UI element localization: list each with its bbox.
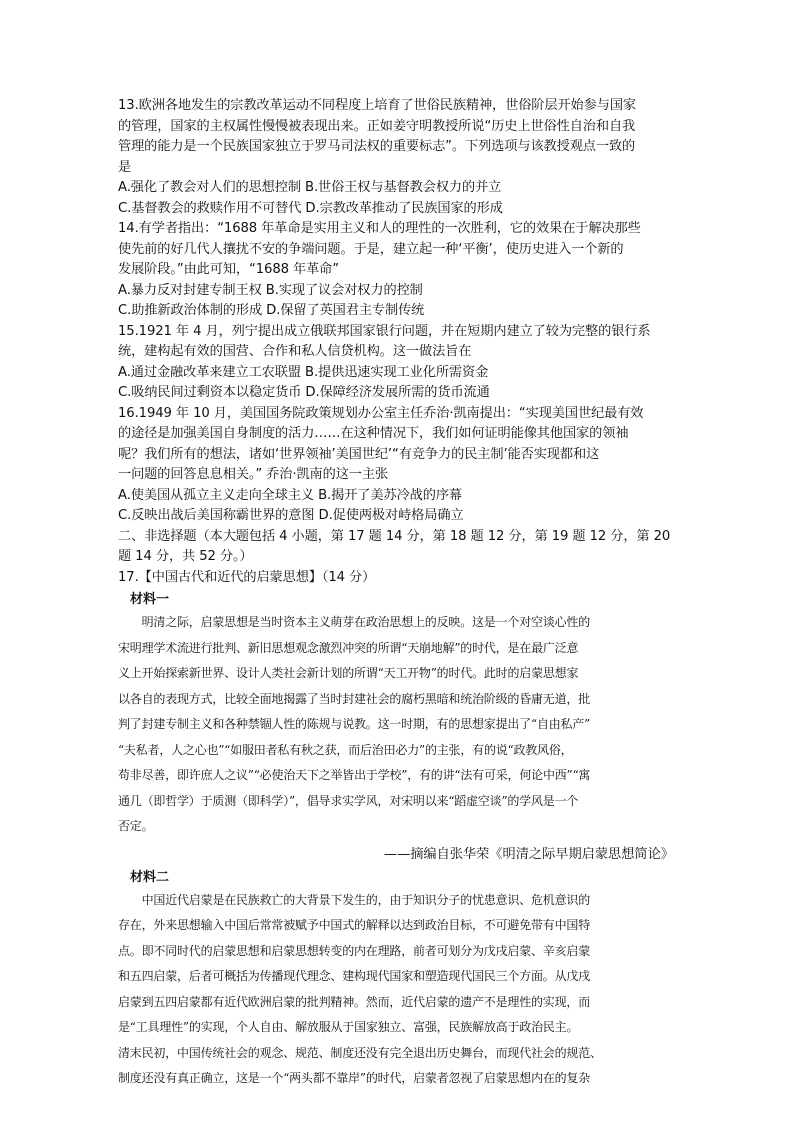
question-text-line: 统，建构起有效的国营、合作和私人信贷机构。这一做法旨在 [118, 344, 472, 359]
question-13 [118, 96, 678, 219]
answer-options-line: A.使美国从孤立主义走向全球主义 B.揭开了美苏冷战的序幕 [118, 487, 463, 503]
section-2-header [118, 527, 678, 568]
material-text-line: 宋明理学术流进行批判、新旧思想观念激烈冲突的所谓“天崩地解”的时代，是在最广泛意 [118, 640, 579, 655]
answer-options-line: C.基督教会的救赎作用不可替代 D.宗教改革推动了民族国家的形成 [118, 200, 503, 216]
answer-options-line: C.反映出战后美国称霸世界的意图 D.促使两极对峙格局确立 [118, 508, 464, 523]
question-text-line: 的途径是加强美国自身制度的活力……在这种情况下，我们如何证明能像其他国家的领袖 [118, 426, 629, 441]
question-text-line: 16.1949 年 10 月，美国国务院政策规划办公室主任乔治·凯南提出：“实现美国世纪最有效 [118, 405, 644, 421]
material-text-line: 义上开始探索新世界、设计人类社会新计划的所谓“天工开物”的时代。此时的启蒙思想家 [118, 666, 579, 680]
question-text-line: 呢？我们所有的想法，诸如‘世界领袖’美国世纪’“有竞争力的民主制’能否实现都和这 [118, 446, 600, 462]
answer-options-line: C.吸纳民间过剩资本以稳定货币 D.保障经济发展所需的货币流通 [118, 385, 490, 400]
question-text-line: 管理的能力是一个民族国家独立于罗马司法权的重要标志”。下列选项与该教授观点一致的 [118, 139, 636, 154]
question-text-line: 的管理，国家的主权属性慢慢被表现出来。正如姜守明教授所说“历史上世俗性自治和自我 [118, 118, 636, 134]
material-text-line: 清末民初，中国传统社会的观念、规范、制度还没有完全退出历史舞台，而现代社会的规范、 [118, 1045, 602, 1060]
question-text-line: 14.有学者指出：“1688 年革命是实用主义和人的理性的一次胜利，它的效果在于解决那些 [118, 221, 641, 236]
answer-options-line: A.通过金融改革来建立工农联盟 B.提供迅速实现工业化所需资金 [118, 364, 489, 380]
material-text-line: 启蒙到五四启蒙都有近代欧洲启蒙的批判精神。然而，近代启蒙的遗产不是理性的实现，而 [118, 994, 591, 1009]
question-16 [118, 404, 678, 527]
material-source: ——摘编自张华荣《明清之际早期启蒙思想简论》 [383, 846, 674, 862]
question-17 [118, 568, 678, 1092]
question-text-line: 使先前的好几代人攘扰不安的争端问题。于是，建立起一种‘平衡’，使历史进入一个新的 [118, 241, 624, 257]
material-text-line: 通几（即哲学）于质测（即科学）”，倡导求实学风，对宋明以来“蹈虚空谈”的学风是一个 [118, 793, 579, 808]
material-text-line: 和五四启蒙，后者可概括为传播现代理念、建构现代国家和塑造现代国民三个方面。从戊戌 [118, 969, 591, 983]
material-title: 材料二 [130, 869, 170, 885]
answer-options-line: C.助推新政治体制的形成 D.保留了英国君主专制传统 [118, 303, 425, 318]
question-text-line: 发展阶段。”由此可知，“1688 年革命” [118, 262, 339, 277]
material-text-line: 否定。 [118, 819, 154, 833]
section-heading-line: 题 14 分，共 52 分。） [118, 549, 253, 564]
material-text-line: 制度还没有真正确立，这是一个“两头都不靠岸”的时代，启蒙者忽视了启蒙思想内在的复杂 [118, 1071, 591, 1085]
question-15 [118, 322, 678, 404]
section-heading-line: 二、非选择题（本大题包括 4 小题，第 17 题 14 分，第 18 题 12 分，第 19 题 12 分，第 20 [118, 528, 671, 544]
question-14 [118, 219, 678, 322]
material-text-line: 存在，外来思想输入中国后常常被赋予中国式的解释以达到政治目标，不可避免带有中国特 [118, 918, 591, 932]
answer-options-line: A.强化了教会对人们的思想控制 B.世俗王权与基督教会权力的并立 [118, 180, 502, 195]
question-text-line: 13.欧洲各地发生的宗教改革运动不同程度上培育了世俗民族精神，世俗阶层开始参与国家 [118, 98, 636, 113]
material-text-line: 明清之际，启蒙思想是当时资本主义萌芽在政治思想上的反映。这是一个对空谈心性的 [118, 615, 591, 629]
material-text-line: 判了封建专制主义和各种禁锢人性的陈规与说教。这一时期，有的思想家提出了“自由私产” [118, 717, 591, 731]
material-1 [118, 590, 678, 866]
question-text-line: 是 [118, 159, 132, 175]
material-text-line: 中国近代启蒙是在民族救亡的大背景下发生的，由于知识分子的忧患意识、危机意识的 [118, 892, 591, 907]
question-title: 17.【中国古代和近代的启蒙思想】（14 分） [118, 569, 376, 585]
material-text-line: 以各自的表现方式，比较全面地揭露了当时封建社会的腐朽黑暗和统治阶级的昏庸无道，批 [118, 691, 591, 706]
material-title: 材料一 [130, 592, 170, 607]
question-text-line: 一问题的回答息息相关。” 乔治·凯南的这一主张 [118, 467, 389, 482]
material-text-line: “夫私者，人之心也”“如服田者私有秋之获，而后治田必力”的主张，有的说“政教风俗， [118, 742, 573, 757]
question-text-line: 15.1921 年 4 月，列宁提出成立俄联邦国家银行问题，并在短期内建立了较为完整的银行系 [118, 323, 651, 339]
exam-page [118, 96, 678, 1092]
material-text-line: 点。即不同时代的启蒙思想和启蒙思想转变的内在理路，前者可划分为戊戌启蒙、辛亥启蒙 [118, 943, 591, 958]
material-2 [118, 868, 678, 1092]
answer-options-line: A.暴力反对封建专制王权 B.实现了议会对权力的控制 [118, 282, 423, 298]
material-text-line: 苟非尽善，即许庶人之议”“必使治天下之举皆出于学校”，有的讲“法有可采，何论中西”“寓 [118, 768, 591, 782]
material-text-line: 是“工具理性”的实现，个人自由、解放服从于国家独立、富强，民族解放高于政治民主。 [118, 1020, 579, 1034]
